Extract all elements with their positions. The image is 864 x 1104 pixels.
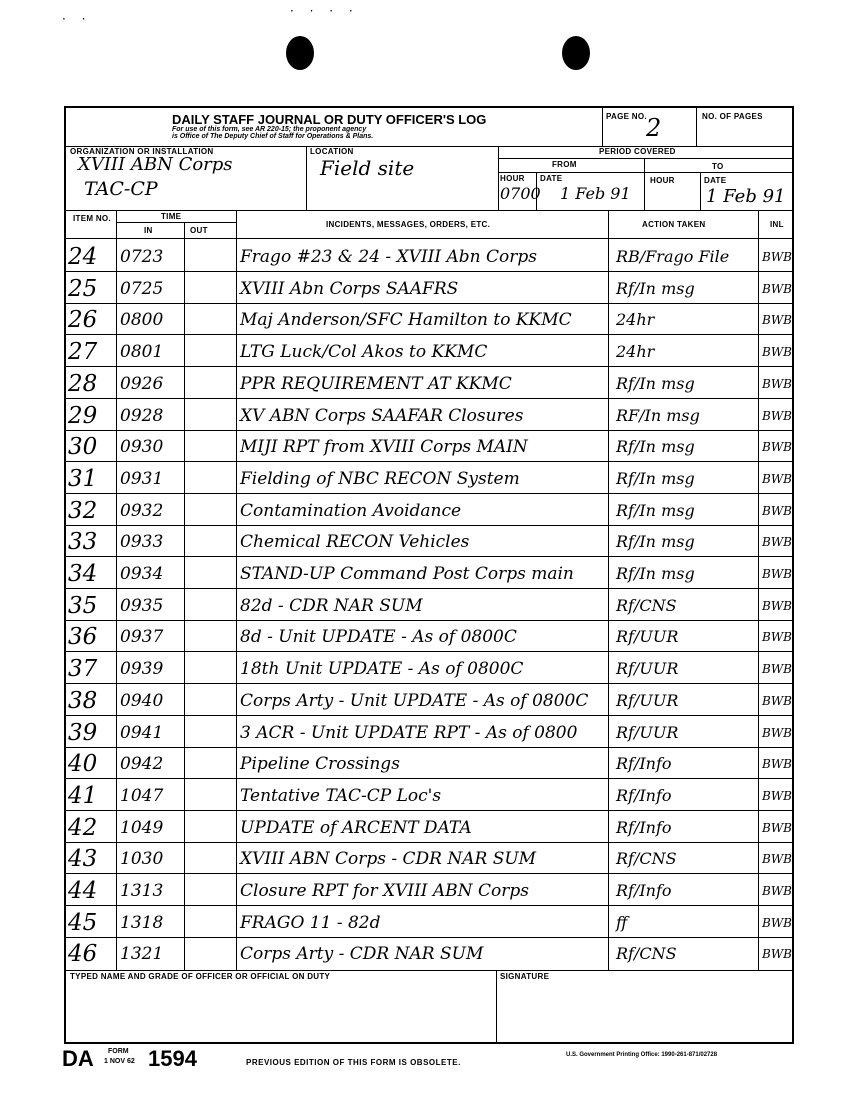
initials: BWB xyxy=(762,788,792,803)
item-no: 27 xyxy=(68,339,98,366)
form-title: DAILY STAFF JOURNAL OR DUTY OFFICER'S LOG xyxy=(172,112,487,127)
item-no: 40 xyxy=(68,751,98,778)
incident-text: 3 ACR - Unit UPDATE RPT - As of 0800 xyxy=(240,722,578,743)
incident-text: XVIII ABN Corps - CDR NAR SUM xyxy=(240,849,537,870)
initials: BWB xyxy=(762,313,792,328)
action-taken: Rf/Info xyxy=(616,881,672,900)
from-date-label: DATE xyxy=(540,174,563,183)
time-in: 1049 xyxy=(120,817,164,838)
incident-text: PPR REQUIREMENT AT KKMC xyxy=(240,373,512,394)
form-subtitle-1: For use of this form, see AR 220-15; the proponent agency xyxy=(172,126,367,133)
action-taken: 24hr xyxy=(616,310,655,330)
col-time: TIME xyxy=(161,212,182,221)
action-taken: Rf/UUR xyxy=(616,627,679,647)
action-taken: Rf/In msg xyxy=(616,500,695,520)
page-no-label: PAGE NO. xyxy=(606,112,647,121)
to-date-value: 1 Feb 91 xyxy=(706,186,786,207)
table-row xyxy=(66,335,792,367)
item-no: 39 xyxy=(68,719,98,746)
initials: BWB xyxy=(762,376,792,391)
initials: BWB xyxy=(762,567,792,581)
incident-text: Chemical RECON Vehicles xyxy=(240,532,470,553)
incident-text: XVIII Abn Corps SAAFRS xyxy=(240,278,459,299)
scan-specks-top: · · · · xyxy=(290,4,359,18)
no-of-pages-label: NO. OF PAGES xyxy=(702,112,763,121)
action-taken: Rf/In msg xyxy=(616,437,695,457)
table-row xyxy=(66,303,792,335)
signature-label: SIGNATURE xyxy=(500,972,550,981)
daily-staff-journal-form xyxy=(64,106,794,1044)
incident-text: Frago #23 & 24 - XVIII Abn Corps xyxy=(240,247,537,267)
action-taken: Rf/CNS xyxy=(616,944,677,964)
location-label: LOCATION xyxy=(310,147,354,156)
item-no: 37 xyxy=(68,656,98,683)
scan-specks: · · xyxy=(62,12,92,26)
footer-form-label: FORM xyxy=(108,1048,129,1055)
time-in: 0801 xyxy=(120,342,164,363)
punch-hole-right xyxy=(562,36,590,70)
to-label: TO xyxy=(712,162,724,171)
time-in: 1318 xyxy=(120,912,164,933)
action-taken: RF/In msg xyxy=(616,405,700,425)
incident-text: Closure RPT for XVIII ABN Corps xyxy=(240,881,529,901)
initials: BWB xyxy=(762,440,792,455)
incident-text: Pipeline Crossings xyxy=(240,754,400,775)
time-in: 0800 xyxy=(120,310,164,331)
table-row xyxy=(66,240,792,272)
initials: BWB xyxy=(762,884,792,898)
initials: BWB xyxy=(762,757,792,772)
action-taken: ff xyxy=(616,912,628,932)
incident-text: Contamination Avoidance xyxy=(240,500,462,521)
initials: BWB xyxy=(762,503,792,518)
action-taken: Rf/Info xyxy=(616,754,672,774)
time-in: 0928 xyxy=(120,405,164,426)
table-row xyxy=(66,874,792,906)
item-no: 34 xyxy=(68,561,98,587)
incident-text: FRAGO 11 - 82d xyxy=(240,912,381,933)
table-row xyxy=(66,684,792,716)
item-no: 41 xyxy=(68,782,98,809)
initials: BWB xyxy=(762,662,792,677)
table-row xyxy=(66,779,792,811)
time-in: 1030 xyxy=(120,849,164,870)
action-taken: Rf/UUR xyxy=(616,659,679,679)
item-no: 46 xyxy=(68,941,98,968)
incident-text: UPDATE of ARCENT DATA xyxy=(240,817,472,838)
footer-previous-edition: PREVIOUS EDITION OF THIS FORM IS OBSOLETE. xyxy=(246,1058,461,1067)
col-in: IN xyxy=(144,226,153,235)
incident-text: Corps Arty - Unit UPDATE - As of 0800C xyxy=(240,690,589,711)
incident-text: Fielding of NBC RECON System xyxy=(240,468,520,489)
item-no: 45 xyxy=(68,909,98,936)
col-item-no: ITEM NO. xyxy=(73,214,111,223)
initials: BWB xyxy=(762,345,792,360)
table-row xyxy=(66,494,792,526)
footer-printing-office: U.S. Government Printing Office: 1990-261-871/02728 xyxy=(566,1052,718,1058)
time-in: 1047 xyxy=(120,785,164,806)
action-taken: Rf/CNS xyxy=(616,595,677,615)
period-covered-label: PERIOD COVERED xyxy=(599,147,676,156)
col-action-taken: ACTION TAKEN xyxy=(642,220,706,229)
page-no-value: 2 xyxy=(646,114,662,142)
item-no: 38 xyxy=(68,687,98,714)
time-in: 0930 xyxy=(120,437,164,458)
col-incidents: INCIDENTS, MESSAGES, ORDERS, ETC. xyxy=(326,220,491,229)
table-row xyxy=(66,589,792,621)
action-taken: 24hr xyxy=(616,342,655,362)
action-taken: Rf/In msg xyxy=(616,564,695,583)
item-no: 35 xyxy=(68,592,98,619)
item-no: 29 xyxy=(68,402,98,429)
table-row xyxy=(66,462,792,494)
initials: BWB xyxy=(762,693,792,708)
initials: BWB xyxy=(762,408,792,423)
time-in: 0931 xyxy=(120,468,164,489)
journal-entries xyxy=(66,240,792,970)
initials: BWB xyxy=(762,915,792,930)
from-label: FROM xyxy=(552,160,577,169)
time-in: 1313 xyxy=(120,881,164,901)
from-hour-label: HOUR xyxy=(500,174,525,183)
from-date-value: 1 Feb 91 xyxy=(560,184,631,203)
table-row xyxy=(66,272,792,304)
incident-text: 8d - Unit UPDATE - As of 0800C xyxy=(240,627,517,648)
table-row xyxy=(66,906,792,938)
action-taken: Rf/Info xyxy=(616,785,672,805)
time-in: 0939 xyxy=(120,659,164,680)
item-no: 32 xyxy=(68,497,98,524)
incident-text: Corps Arty - CDR NAR SUM xyxy=(240,944,484,965)
time-in: 0941 xyxy=(120,722,164,743)
table-row xyxy=(66,399,792,431)
action-taken: Rf/In msg xyxy=(616,373,695,393)
org-value-line1: XVIII ABN Corps xyxy=(78,154,233,175)
action-taken: Rf/Info xyxy=(616,817,672,837)
initials: BWB xyxy=(762,598,792,613)
time-in: 0926 xyxy=(120,373,164,394)
org-value-line2: TAC-CP xyxy=(84,178,158,200)
initials: BWB xyxy=(762,820,792,835)
incident-text: LTG Luck/Col Akos to KKMC xyxy=(240,342,488,363)
time-in: 0937 xyxy=(120,627,164,648)
table-row xyxy=(66,652,792,684)
footer-da: DA xyxy=(62,1046,94,1071)
from-hour-value: 0700 xyxy=(500,184,541,203)
table-row xyxy=(66,811,792,843)
incident-text: STAND-UP Command Post Corps main xyxy=(240,564,574,584)
typed-name-label: TYPED NAME AND GRADE OF OFFICER OR OFFICIAL ON DUTY xyxy=(70,972,331,981)
footer-form-number: 1594 xyxy=(148,1046,197,1071)
table-row xyxy=(66,557,792,589)
incident-text: 82d - CDR NAR SUM xyxy=(240,595,423,616)
table-row xyxy=(66,937,792,969)
form-subtitle-2: is Office of The Deputy Chief of Staff for Operations & Plans. xyxy=(172,133,374,140)
action-taken: Rf/UUR xyxy=(616,690,679,710)
time-in: 0935 xyxy=(120,595,164,616)
initials: BWB xyxy=(762,725,792,740)
item-no: 30 xyxy=(68,434,98,461)
initials: BWB xyxy=(762,947,792,962)
initials: BWB xyxy=(762,535,792,550)
time-in: 0942 xyxy=(120,754,164,775)
initials: BWB xyxy=(762,630,792,645)
to-date-label: DATE xyxy=(704,176,727,185)
item-no: 26 xyxy=(68,307,98,334)
item-no: 42 xyxy=(68,814,98,841)
org-label: ORGANIZATION OR INSTALLATION xyxy=(70,147,214,156)
col-out: OUT xyxy=(190,226,208,235)
time-in: 0932 xyxy=(120,500,164,521)
table-row xyxy=(66,716,792,748)
location-value: Field site xyxy=(320,156,415,180)
table-row xyxy=(66,620,792,652)
initials: BWB xyxy=(762,250,792,264)
incident-text: MIJI RPT from XVIII Corps MAIN xyxy=(240,437,528,458)
table-row xyxy=(66,842,792,874)
time-in: 0940 xyxy=(120,690,164,711)
incident-text: Maj Anderson/SFC Hamilton to KKMC xyxy=(240,310,572,331)
item-no: 24 xyxy=(68,244,98,270)
time-in: 0725 xyxy=(120,278,164,299)
item-no: 36 xyxy=(68,624,98,651)
footer-form-date: 1 NOV 62 xyxy=(104,1058,135,1065)
time-in: 0934 xyxy=(120,564,164,584)
item-no: 33 xyxy=(68,529,98,556)
action-taken: Rf/In msg xyxy=(616,468,695,488)
incident-text: Tentative TAC-CP Loc's xyxy=(240,785,442,806)
action-taken: Rf/UUR xyxy=(616,722,679,742)
time-in: 0723 xyxy=(120,247,164,267)
action-taken: Rf/In msg xyxy=(616,278,695,298)
initials: BWB xyxy=(762,281,792,296)
incident-text: XV ABN Corps SAAFAR Closures xyxy=(240,405,524,426)
time-in: 0933 xyxy=(120,532,164,553)
table-row xyxy=(66,747,792,779)
table-row xyxy=(66,525,792,557)
action-taken: RB/Frago File xyxy=(616,247,730,266)
table-row xyxy=(66,430,792,462)
item-no: 44 xyxy=(68,878,98,904)
to-hour-label: HOUR xyxy=(650,176,675,185)
table-row xyxy=(66,367,792,399)
item-no: 28 xyxy=(68,370,98,397)
incident-text: 18th Unit UPDATE - As of 0800C xyxy=(240,659,524,680)
action-taken: Rf/CNS xyxy=(616,849,677,869)
col-inl: INL xyxy=(770,220,784,229)
action-taken: Rf/In msg xyxy=(616,532,695,552)
punch-hole-left xyxy=(286,36,314,70)
item-no: 31 xyxy=(68,465,98,492)
item-no: 43 xyxy=(68,846,98,873)
time-in: 1321 xyxy=(120,944,164,965)
item-no: 25 xyxy=(68,275,98,302)
initials: BWB xyxy=(762,471,792,486)
initials: BWB xyxy=(762,852,792,867)
